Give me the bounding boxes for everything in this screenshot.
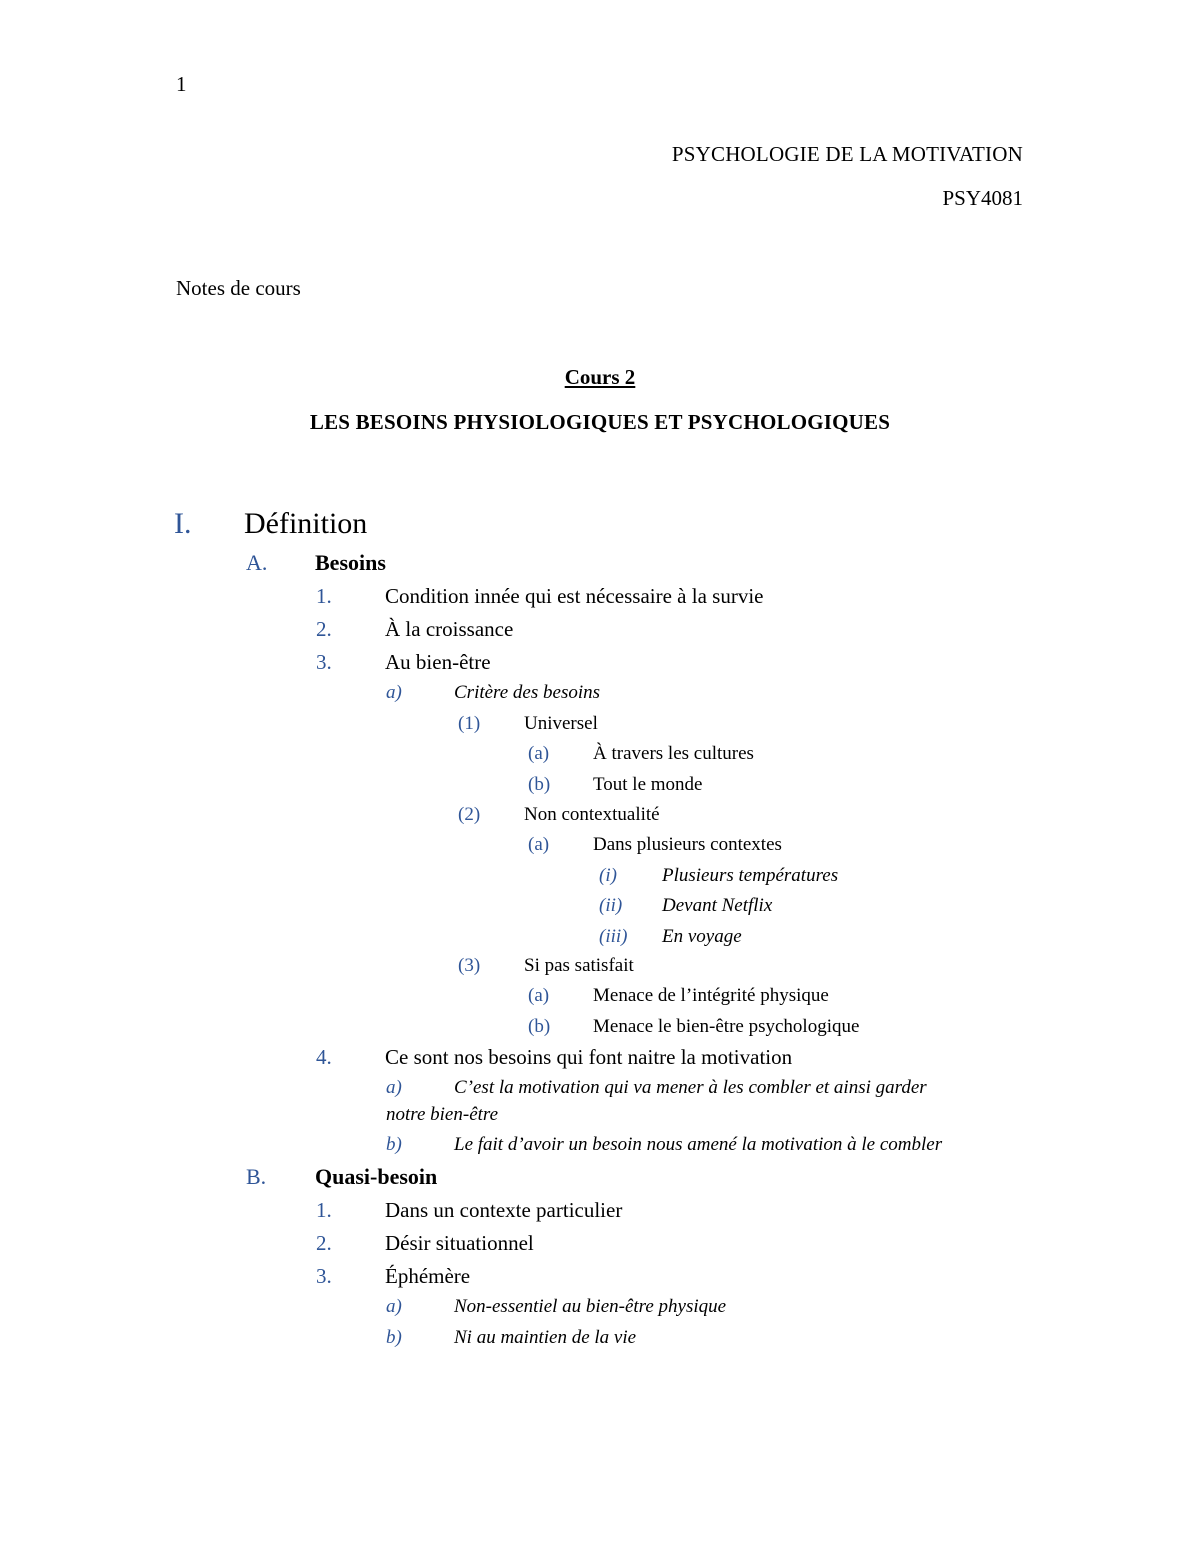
- list-item-text: Non contextualité: [524, 804, 660, 825]
- list-item-number: (a): [528, 834, 550, 855]
- list-item-number: 1.: [316, 1198, 332, 1222]
- list-item-number: (ii): [599, 895, 623, 916]
- lecture-number: Cours 2: [564, 365, 636, 389]
- list-item-text: Éphémère: [385, 1264, 471, 1288]
- list-item-text: Critère des besoins: [454, 682, 601, 703]
- page-number: 1: [176, 72, 187, 96]
- list-item-text: Menace de l’intégrité physique: [593, 985, 829, 1006]
- list-item-text: Au bien-être: [385, 650, 491, 674]
- list-item-text: Devant Netflix: [662, 895, 773, 916]
- list-item-number: (b): [528, 774, 551, 795]
- list-item-number: (3): [458, 955, 481, 976]
- list-item-number: (1): [458, 713, 481, 734]
- lecture-title: LES BESOINS PHYSIOLOGIQUES ET PSYCHOLOGIQUES: [309, 410, 891, 434]
- list-item-number: b): [386, 1327, 402, 1348]
- course-code: PSY4081: [942, 186, 1023, 210]
- notes-label: Notes de cours: [176, 276, 301, 300]
- list-item-text: Désir situationnel: [385, 1231, 534, 1255]
- list-item-text: En voyage: [662, 926, 742, 947]
- list-item-text: Universel: [524, 713, 598, 734]
- list-item-number: b): [386, 1134, 402, 1155]
- subsection-heading: Quasi-besoin: [315, 1164, 438, 1189]
- list-item-text-continuation: notre bien-être: [386, 1104, 499, 1125]
- list-item-text: Tout le monde: [593, 774, 703, 795]
- list-item-number: (i): [599, 865, 617, 886]
- list-item-number: 1.: [316, 584, 332, 608]
- list-item-text: Non-essentiel au bien-être physique: [454, 1296, 727, 1317]
- subsection-heading: Besoins: [315, 550, 386, 575]
- list-item-number: 3.: [316, 1264, 332, 1288]
- list-item-text: Si pas satisfait: [524, 955, 634, 976]
- subsection-number: A.: [246, 550, 268, 575]
- section-number: I.: [174, 507, 192, 540]
- list-item-number: 2.: [316, 1231, 332, 1255]
- list-item-text: Plusieurs températures: [662, 865, 839, 886]
- subsection-number: B.: [246, 1164, 267, 1189]
- list-item-number: (a): [528, 743, 550, 764]
- list-item-text: Le fait d’avoir un besoin nous amené la motivation à le combler: [454, 1134, 943, 1155]
- list-item-text: Dans plusieurs contextes: [593, 834, 782, 855]
- list-item-number: 4.: [316, 1045, 332, 1069]
- list-item-number: (a): [528, 985, 550, 1006]
- list-item-number: (2): [458, 804, 481, 825]
- section-heading: Définition: [244, 507, 368, 540]
- list-item-number: a): [386, 1077, 402, 1098]
- list-item-text: C’est la motivation qui va mener à les combler et ainsi garder: [454, 1077, 927, 1098]
- list-item-number: a): [386, 682, 402, 703]
- list-item-text: Dans un contexte particulier: [385, 1198, 623, 1222]
- list-item-text: À travers les cultures: [593, 743, 754, 764]
- list-item-number: 3.: [316, 650, 332, 674]
- course-title: PSYCHOLOGIE DE LA MOTIVATION: [671, 142, 1023, 166]
- list-item-text: Condition innée qui est nécessaire à la survie: [385, 584, 764, 608]
- list-item-number: 2.: [316, 617, 332, 641]
- list-item-number: a): [386, 1296, 402, 1317]
- list-item-number: (b): [528, 1016, 551, 1037]
- list-item-text: Ni au maintien de la vie: [454, 1327, 637, 1348]
- list-item-text: À la croissance: [385, 617, 514, 641]
- list-item-number: (iii): [599, 926, 628, 947]
- list-item-text: Menace le bien-être psychologique: [593, 1016, 860, 1037]
- list-item-text: Ce sont nos besoins qui font naitre la motivation: [385, 1045, 793, 1069]
